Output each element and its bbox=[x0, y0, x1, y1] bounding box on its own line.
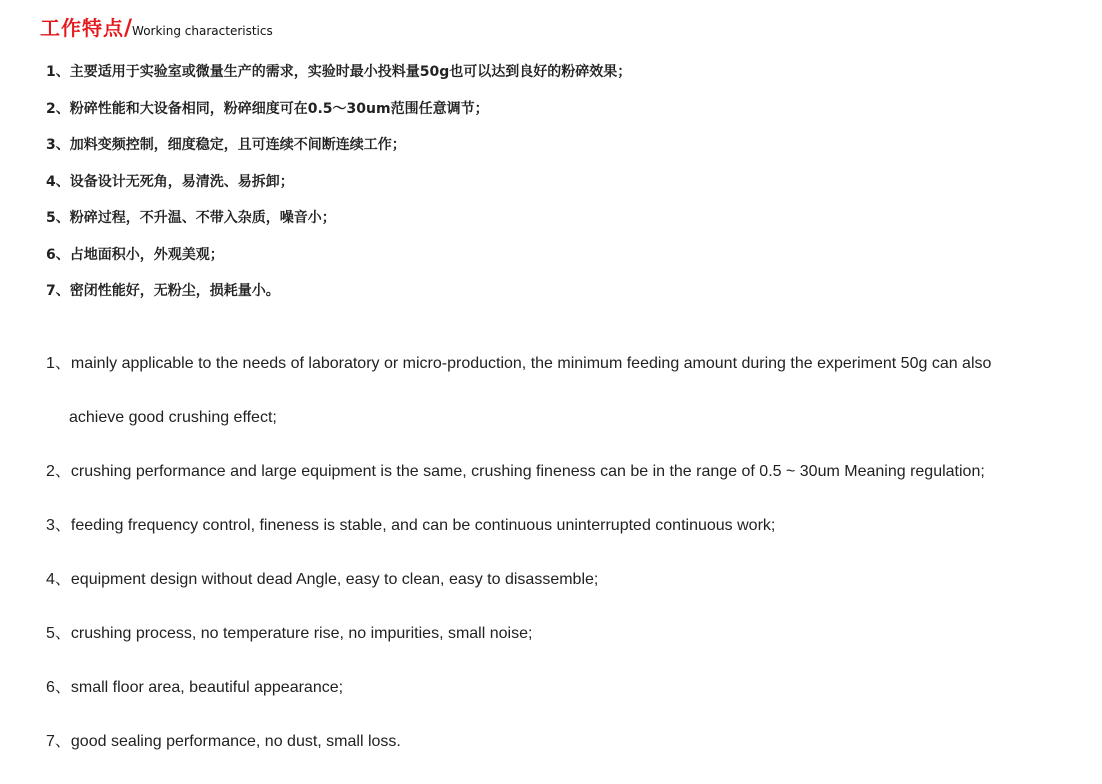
heading-slash: / bbox=[124, 16, 133, 41]
list-item-line: 3、feeding frequency control, fineness is stable, and can be continuous uninterrupted continuous work; bbox=[46, 517, 776, 534]
list-item-line: 1、mainly applicable to the needs of laboratory or micro-production, the minimum feeding amount during the experiment 50g can also bbox=[46, 355, 992, 372]
heading-chinese: 工作特点 bbox=[40, 16, 124, 40]
list-item bbox=[46, 352, 991, 430]
list-item bbox=[46, 676, 991, 700]
list-item bbox=[46, 460, 991, 484]
english-feature-list bbox=[46, 352, 991, 784]
list-item: 4、设备设计无死角，易清洗、易拆卸； bbox=[46, 173, 294, 190]
list-item bbox=[46, 730, 991, 754]
list-item: 5、粉碎过程，不升温、不带入杂质，噪音小； bbox=[46, 210, 336, 226]
list-item: 7、密闭性能好，无粉尘，损耗量小。 bbox=[46, 283, 280, 299]
list-item: 6、占地面积小，外观美观； bbox=[46, 246, 224, 263]
list-item-line: 6、small floor area, beautiful appearance; bbox=[46, 679, 344, 696]
list-item: 3、加料变频控制，细度稳定，且可连续不间断连续工作； bbox=[46, 137, 406, 153]
list-item bbox=[46, 568, 991, 592]
list-item-line: 5、crushing process, no temperature rise, no impurities, small noise; bbox=[46, 625, 533, 642]
heading-english: Working characteristics bbox=[132, 24, 273, 38]
list-item-continuation: achieve good crushing effect; bbox=[69, 409, 277, 426]
section-heading bbox=[40, 12, 273, 41]
chinese-feature-list bbox=[46, 60, 631, 316]
list-item-line: 7、good sealing performance, no dust, small loss. bbox=[46, 733, 401, 750]
list-item-line: 2、crushing performance and large equipment is the same, crushing fineness can be in the range of 0.5 ~ 30um Meaning regulation; bbox=[46, 463, 985, 480]
list-item-line: 4、equipment design without dead Angle, easy to clean, easy to disassemble; bbox=[46, 571, 599, 588]
list-item bbox=[46, 514, 991, 538]
list-item bbox=[46, 622, 991, 646]
list-item: 1、主要适用于实验室或微量生产的需求，实验时最小投料量50g也可以达到良好的粉碎效果； bbox=[46, 64, 632, 80]
list-item: 2、粉碎性能和大设备相同，粉碎细度可在0.5～30um范围任意调节； bbox=[46, 100, 489, 117]
